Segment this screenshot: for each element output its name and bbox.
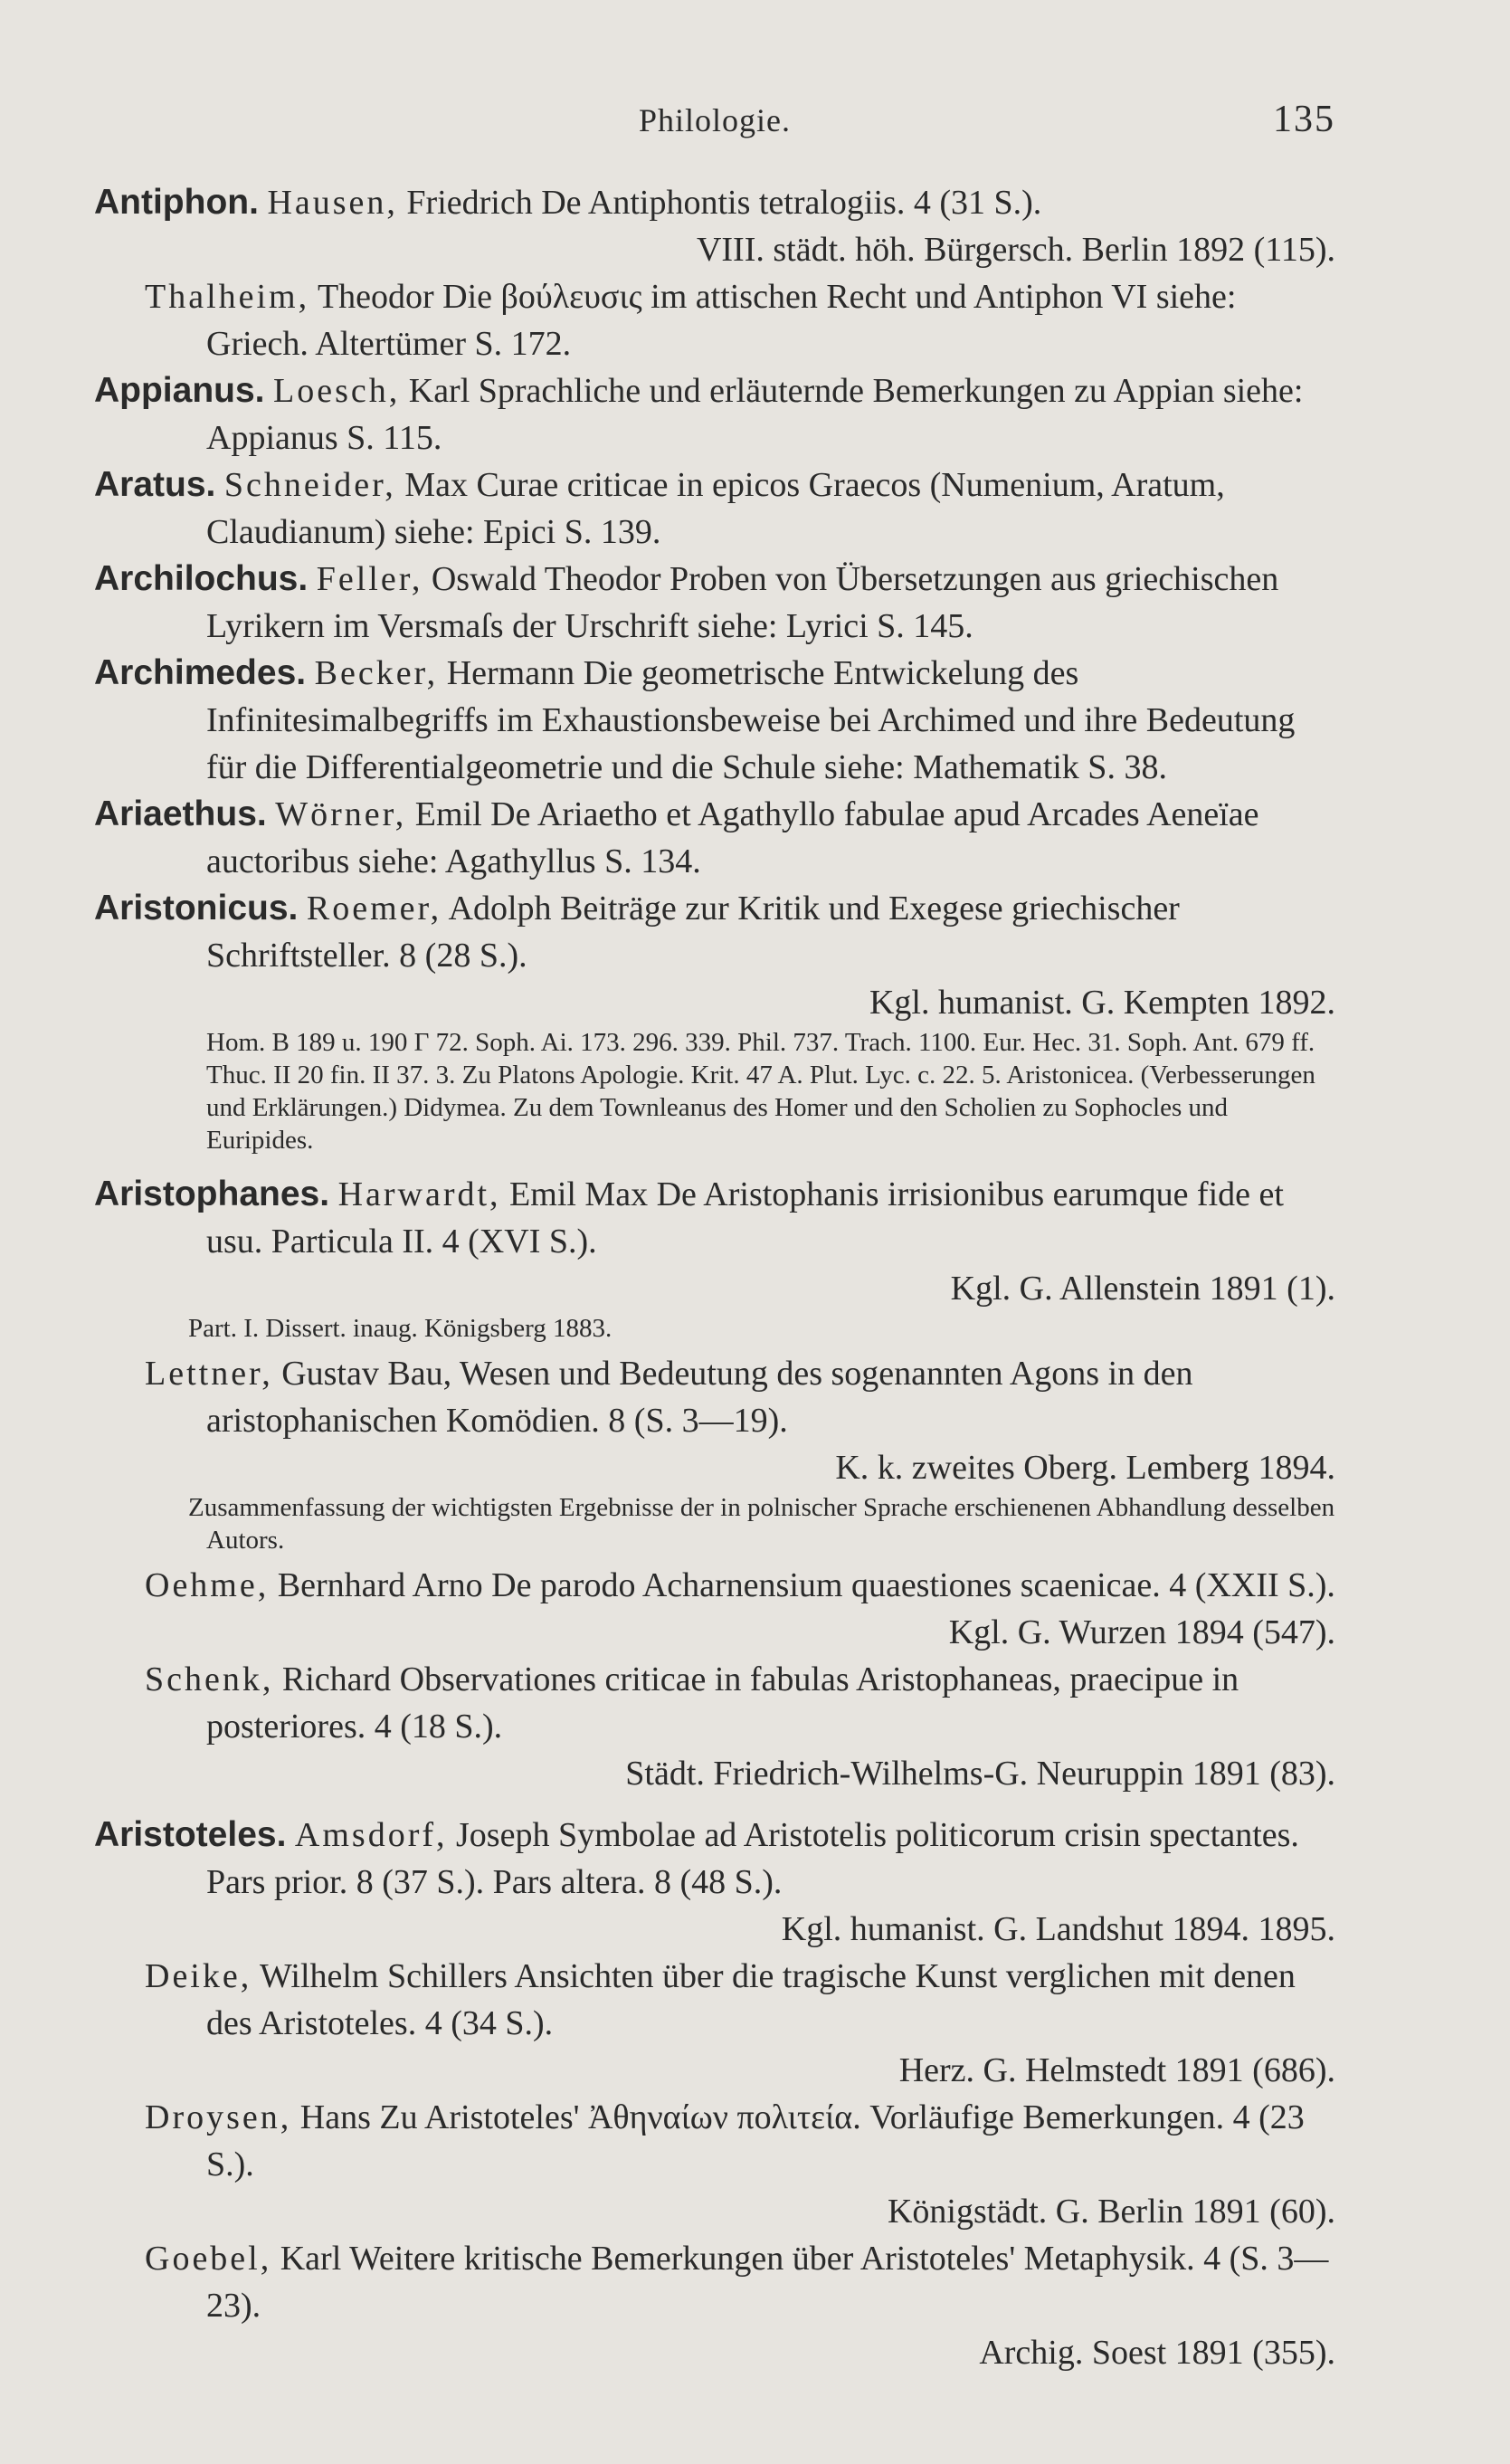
entry-oehme (94, 1562, 1335, 1656)
entry-text: Wilhelm Schillers Ansichten über die tragische Kunst verglichen mit denen des Aristoteles. 4 (34 S.). (206, 1957, 1296, 2042)
section-appianus (94, 367, 1335, 461)
author: Loesch, (273, 372, 401, 410)
entry-text: Friedrich De Antiphontis tetralogiis. 4 (31 S.). (397, 184, 1042, 222)
section-archimedes (94, 650, 1335, 791)
school-info: Herz. G. Helmstedt 1891 (686). (898, 2051, 1335, 2089)
headword: Aristophanes. (94, 1175, 330, 1213)
section-aratus (94, 461, 1335, 556)
entry-text: Hans Zu Aristoteles' Ἀθηναίων πολιτεία. Vorläufige Bemerkungen. 4 (23 S.). (206, 2098, 1305, 2183)
school-info: Königstädt. G. Berlin 1891 (60). (887, 2193, 1335, 2231)
entry-note: Hom. B 189 u. 190 Γ 72. Soph. Ai. 173. 296. 339. Phil. 737. Trach. 1100. Eur. Hec. 31. Soph. Ant. 679 ff. Thuc. II 20 fin. II 37. 3. Zu Platons Apologie. Krit. 47 A. Plut. Lyc. c. 22. 5. Aristonicea. (Verbesserungen und Erklärungen.) Didymea. Zu dem Townleanus des Homer und den Scholien zu Sophocles und Euripides. (206, 1028, 1315, 1155)
page-header (94, 98, 1335, 152)
headword: Aratus. (94, 465, 216, 504)
school-info: VIII. städt. höh. Bürgersch. Berlin 1892 (115). (696, 231, 1335, 269)
headword: Aristoteles. (94, 1815, 287, 1854)
headword: Appianus. (94, 371, 265, 410)
entry-text: Theodor Die βούλευσις im attischen Recht und Antiphon VI siehe: Griech. Altertümer S. 172. (206, 278, 1237, 363)
school-info: Kgl. humanist. G. Landshut 1894. 1895. (781, 1910, 1335, 1948)
author: Droysen, (145, 2098, 292, 2136)
bibliography-content (94, 179, 1335, 2376)
school-info: Kgl. G. Allenstein 1891 (1). (950, 1270, 1335, 1308)
entry-lettner (94, 1350, 1335, 1491)
entry-text: Karl Sprachliche und erläuternde Bemerkungen zu Appian siehe: Appianus S. 115. (206, 372, 1304, 457)
entry-deike (94, 1953, 1335, 2094)
author: Hausen, (267, 184, 398, 222)
author: Schneider, (223, 466, 396, 504)
entry-schenk (94, 1656, 1335, 1797)
school-info: Kgl. G. Wurzen 1894 (547). (948, 1613, 1335, 1651)
entry-roemer (94, 885, 1335, 1026)
entry-text: Max Curae criticae in epicos Graecos (Numenium, Aratum, Claudianum) siehe: Epici S. 139. (206, 466, 1225, 551)
headword: Antiphon. (94, 183, 259, 222)
author: Schenk, (145, 1660, 274, 1698)
entry-goebel (94, 2235, 1335, 2376)
section-aristonicus (94, 885, 1335, 1156)
author: Roemer, (306, 890, 442, 928)
entry-hausen (94, 179, 1335, 273)
author: Thalheim, (145, 278, 310, 316)
entry-note: Zusammenfassung der wichtigsten Ergebnisse der in polnischer Sprache erschienenen Abhandlung desselben Autors. (188, 1493, 1335, 1555)
author: Oehme, (145, 1566, 270, 1604)
school-info: Städt. Friedrich-Wilhelms-G. Neuruppin 1891 (83). (625, 1755, 1335, 1793)
section-ariaethus (94, 791, 1335, 885)
headword: Aristonicus. (94, 889, 299, 928)
entry-text: Richard Observationes criticae in fabulas Aristophaneas, praecipue in posteriores. 4 (18 S.). (206, 1660, 1239, 1746)
headword: Ariaethus. (94, 794, 267, 833)
author: Harwardt, (337, 1175, 501, 1213)
entry-text: Joseph Symbolae ad Aristotelis politicorum crisin spectantes. Pars prior. 8 (37 S.). Pars altera. 8 (48 S.). (206, 1816, 1299, 1901)
headword: Archilochus. (94, 559, 309, 598)
author: Deike, (145, 1957, 252, 1995)
author: Wörner, (275, 795, 407, 833)
author: Lettner, (145, 1355, 273, 1393)
running-title: Philologie. (638, 102, 791, 138)
entry-thalheim (94, 273, 1335, 367)
entry-droysen (94, 2094, 1335, 2235)
entry-text: Adolph Beiträge zur Kritik und Exegese griechischer Schriftsteller. 8 (28 S.). (206, 890, 1180, 975)
entry-text: Karl Weitere kritische Bemerkungen über Aristoteles' Metaphysik. 4 (S. 3—23). (206, 2240, 1329, 2325)
page-number: 135 (1273, 99, 1335, 140)
school-info: K. k. zweites Oberg. Lemberg 1894. (835, 1449, 1335, 1487)
author: Goebel, (145, 2240, 272, 2278)
entry-text: Emil De Ariaetho et Agathyllo fabulae apud Arcades Aeneïae auctoribus siehe: Agathyllus S. 134. (206, 795, 1259, 880)
entry-text: Bernhard Arno De parodo Acharnensium quaestiones scaenicae. 4 (XXII S.). (269, 1566, 1335, 1604)
entry-text: Gustav Bau, Wesen und Bedeutung des sogenannten Agons in den aristophanischen Komödien. 8 (S. 3—19). (206, 1355, 1193, 1440)
entry-text: Emil Max De Aristophanis irrisionibus earumque fide et usu. Particula II. 4 (XVI S.). (206, 1175, 1284, 1261)
headword: Archimedes. (94, 653, 307, 692)
entry-note: Part. I. Dissert. inaug. Königsberg 1883. (188, 1314, 613, 1343)
section-aristophanes (94, 1171, 1335, 1797)
entry-amsdorf (94, 1812, 1335, 1953)
author: Feller, (316, 560, 423, 598)
entry-harwardt (94, 1171, 1335, 1312)
entry-text: Oswald Theodor Proben von Übersetzungen aus griechischen Lyrikern im Versmaſs der Urschrift siehe: Lyrici S. 145. (206, 560, 1279, 645)
school-info: Kgl. humanist. G. Kempten 1892. (869, 984, 1335, 1022)
school-info: Archig. Soest 1891 (355). (979, 2334, 1335, 2372)
author: Becker, (314, 654, 439, 692)
entry-text: Hermann Die geometrische Entwickelung des Infinitesimalbegriffs im Exhaustionsbeweise bei Archimed und ihre Bedeutung für die Differentialgeometrie und die Schule siehe: Mathematik S. 38. (206, 654, 1296, 786)
section-antiphon (94, 179, 1335, 367)
section-archilochus (94, 556, 1335, 650)
section-aristoteles (94, 1812, 1335, 2376)
author: Amsdorf, (294, 1816, 448, 1854)
